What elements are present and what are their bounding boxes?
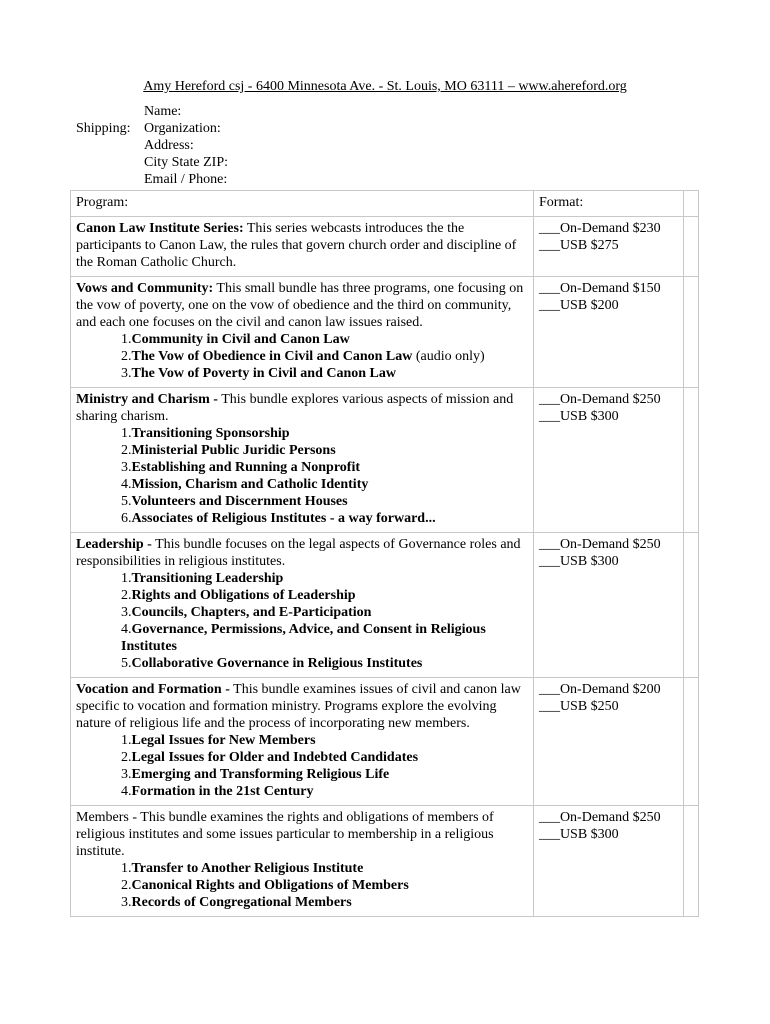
table-row	[71, 533, 699, 678]
letterhead: Amy Hereford csj - 6400 Minnesota Ave. - St. Louis, MO 63111 – www.ahereford.org	[143, 79, 627, 94]
item-title: Legal Issues for Older and Indebted Candidates	[131, 750, 419, 765]
item-number: 3.	[121, 460, 132, 475]
program-list	[76, 570, 528, 672]
program-title: Ministry and Charism -	[76, 392, 218, 407]
program-title: Leadership -	[76, 537, 152, 552]
item-title: Mission, Charism and Catholic Identity	[131, 477, 369, 492]
item-number: 5.	[121, 656, 132, 671]
item-number: 4.	[121, 622, 132, 637]
format-cell	[533, 388, 683, 533]
format-cell	[533, 217, 683, 277]
shipping-organization-field: Organization:	[144, 121, 221, 136]
list-item	[121, 894, 528, 911]
item-number: 5.	[121, 494, 132, 509]
shipping-label: Shipping:	[76, 121, 131, 136]
table-header-row	[71, 191, 699, 217]
item-number: 3.	[121, 895, 132, 910]
shipping-block	[76, 103, 228, 188]
table-row	[71, 217, 699, 277]
format-header: Format:	[533, 191, 683, 217]
table-row	[71, 388, 699, 533]
list-item	[121, 860, 528, 877]
item-number: 2.	[121, 878, 132, 893]
usb-option[interactable]: ___USB $300	[538, 409, 619, 424]
program-desc-text: This bundle focuses on the legal aspects of Governance roles and responsibilities in religious institutes.	[76, 537, 521, 569]
program-list	[76, 331, 528, 382]
list-item	[121, 442, 528, 459]
table-row	[71, 678, 699, 806]
order-table	[70, 190, 699, 917]
item-title: Legal Issues for New Members	[131, 733, 316, 748]
list-item	[121, 604, 528, 621]
item-number: 3.	[121, 605, 132, 620]
program-cell	[71, 533, 534, 678]
program-description	[76, 220, 528, 271]
item-note: (audio only)	[412, 349, 485, 364]
program-desc-text: Members - This bundle examines the rights and obligations of members of religious institutes and some issues particular to membership in a religious institute.	[76, 810, 494, 859]
list-item	[121, 493, 528, 510]
item-title: Governance, Permissions, Advice, and Consent in Religious Institutes	[121, 622, 486, 654]
shipping-fields	[144, 103, 228, 188]
item-title: Councils, Chapters, and E-Participation	[131, 605, 372, 620]
format-cell	[533, 806, 683, 917]
list-item	[121, 331, 528, 348]
item-title: Canonical Rights and Obligations of Members	[131, 878, 409, 893]
program-cell	[71, 678, 534, 806]
program-cell	[71, 277, 534, 388]
list-item	[121, 783, 528, 800]
table-row	[71, 277, 699, 388]
table-row	[71, 806, 699, 917]
program-title: Vocation and Formation -	[76, 682, 230, 697]
program-desc-text: This series webcasts introduces the the participants to Canon Law, the rules that govern church order and discipline of the Roman Catholic Church.	[76, 221, 517, 270]
usb-option[interactable]: ___USB $275	[538, 238, 619, 253]
list-item	[121, 476, 528, 493]
item-number: 6.	[121, 511, 132, 526]
list-item	[121, 510, 528, 527]
item-title: Records of Congregational Members	[131, 895, 352, 910]
program-desc-text: This small bundle has three programs, one focusing on the vow of poverty, one on the vow of obedience and the third on community, and each one focuses on the civil and canon law issues raised.	[76, 281, 524, 330]
program-desc-text: This bundle explores various aspects of mission and sharing charism.	[76, 392, 514, 424]
on-demand-option[interactable]: ___On-Demand $250	[538, 810, 661, 825]
item-title: Transitioning Leadership	[131, 571, 284, 586]
shipping-name-field: Name:	[144, 104, 182, 119]
item-title: Community in Civil and Canon Law	[131, 332, 350, 347]
on-demand-option[interactable]: ___On-Demand $230	[538, 221, 661, 236]
shipping-email-phone-field: Email / Phone:	[144, 172, 228, 187]
list-item	[121, 348, 528, 365]
program-description	[76, 681, 528, 732]
program-cell	[71, 806, 534, 917]
item-title: Rights and Obligations of Leadership	[131, 588, 356, 603]
program-cell	[71, 217, 534, 277]
list-item	[121, 749, 528, 766]
item-title: Establishing and Running a Nonprofit	[131, 460, 360, 475]
item-title: The Vow of Poverty in Civil and Canon Law	[131, 366, 396, 381]
on-demand-option[interactable]: ___On-Demand $150	[538, 281, 661, 296]
item-number: 2.	[121, 750, 132, 765]
list-item	[121, 459, 528, 476]
item-number: 3.	[121, 767, 132, 782]
item-number: 1.	[121, 332, 132, 347]
program-description	[76, 536, 528, 570]
item-title: Ministerial Public Juridic Persons	[131, 443, 336, 458]
item-number: 1.	[121, 861, 132, 876]
program-description	[76, 809, 528, 860]
table-body	[71, 217, 699, 917]
program-list	[76, 425, 528, 527]
format-cell	[533, 533, 683, 678]
item-number: 4.	[121, 477, 132, 492]
item-title: Volunteers and Discernment Houses	[131, 494, 348, 509]
on-demand-option[interactable]: ___On-Demand $200	[538, 682, 661, 697]
format-cell	[533, 277, 683, 388]
list-item	[121, 877, 528, 894]
item-number: 1.	[121, 733, 132, 748]
item-title: Emerging and Transforming Religious Life	[131, 767, 390, 782]
shipping-address-field: Address:	[144, 138, 194, 153]
usb-option[interactable]: ___USB $250	[538, 699, 619, 714]
item-number: 4.	[121, 784, 132, 799]
list-item	[121, 655, 528, 672]
list-item	[121, 587, 528, 604]
item-title: Associates of Religious Institutes - a way forward...	[131, 511, 436, 526]
item-number: 2.	[121, 443, 132, 458]
list-item	[121, 766, 528, 783]
shipping-city-state-zip-field: City State ZIP:	[144, 155, 228, 170]
list-item	[121, 732, 528, 749]
item-title: Formation in the 21st Century	[131, 784, 314, 799]
program-list	[76, 860, 528, 911]
item-number: 2.	[121, 349, 132, 364]
item-number: 2.	[121, 588, 132, 603]
program-desc-text: This bundle examines issues of civil and canon law specific to vocation and formation ministry. Programs explore the evolving nature of religious life and the process of incorporating new members.	[76, 682, 521, 731]
list-item	[121, 621, 528, 655]
item-title: Collaborative Governance in Religious Institutes	[131, 656, 423, 671]
item-title: Transitioning Sponsorship	[131, 426, 290, 441]
usb-option[interactable]: ___USB $200	[538, 298, 619, 313]
format-cell	[533, 678, 683, 806]
program-description	[76, 391, 528, 425]
usb-option[interactable]: ___USB $300	[538, 554, 619, 569]
program-description	[76, 280, 528, 331]
usb-option[interactable]: ___USB $300	[538, 827, 619, 842]
program-list	[76, 732, 528, 800]
on-demand-option[interactable]: ___On-Demand $250	[538, 537, 661, 552]
item-number: 1.	[121, 571, 132, 586]
program-title: Vows and Community:	[76, 281, 214, 296]
list-item	[121, 365, 528, 382]
item-number: 3.	[121, 366, 132, 381]
item-number: 1.	[121, 426, 132, 441]
program-cell	[71, 388, 534, 533]
program-title: Canon Law Institute Series:	[76, 221, 244, 236]
on-demand-option[interactable]: ___On-Demand $250	[538, 392, 661, 407]
item-title: Transfer to Another Religious Institute	[131, 861, 364, 876]
item-title: The Vow of Obedience in Civil and Canon Law	[131, 349, 413, 364]
program-header: Program:	[71, 191, 534, 217]
list-item	[121, 570, 528, 587]
list-item	[121, 425, 528, 442]
